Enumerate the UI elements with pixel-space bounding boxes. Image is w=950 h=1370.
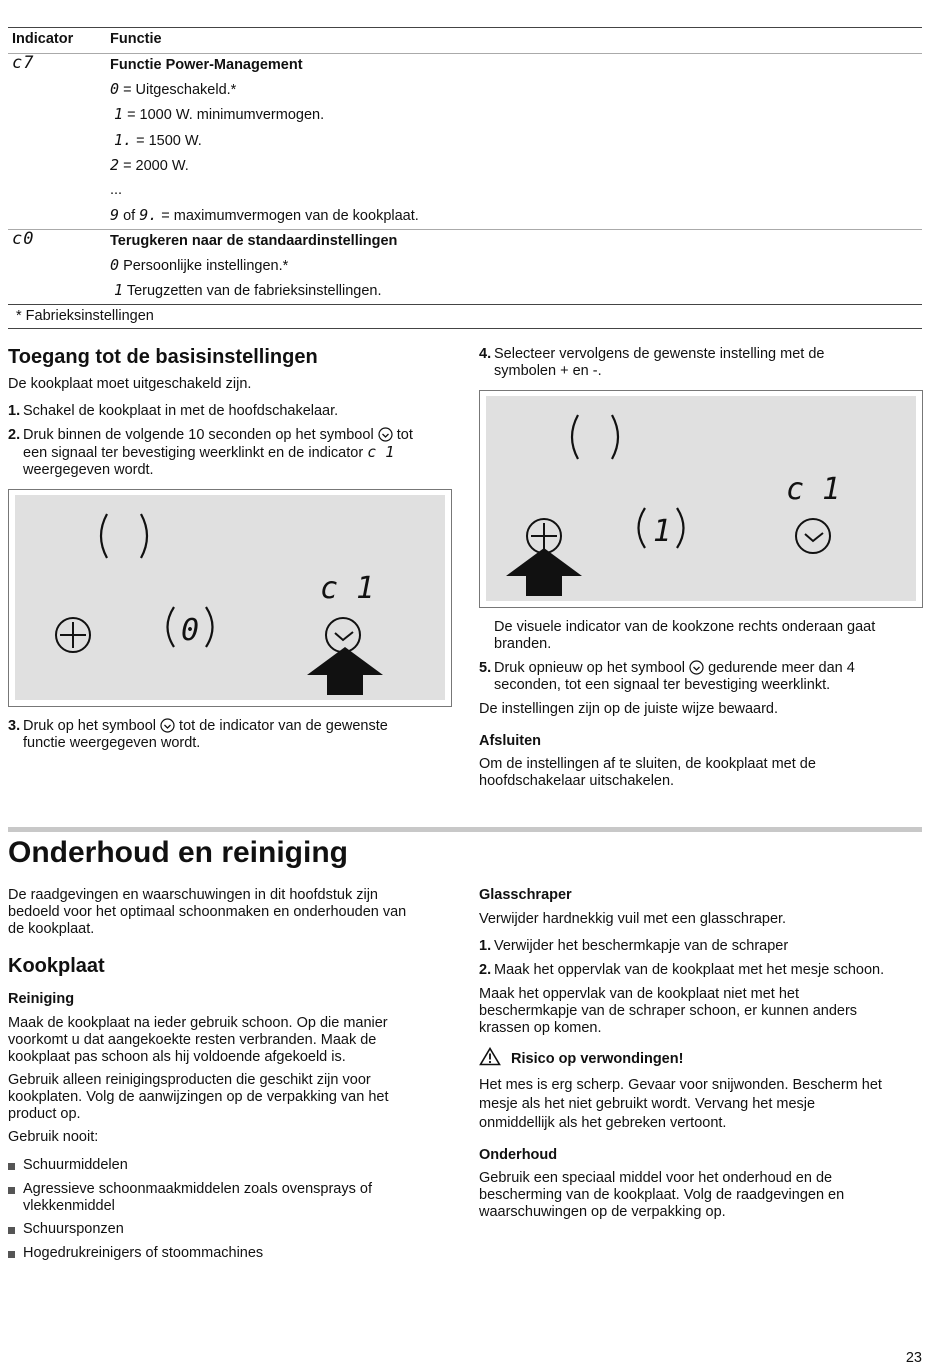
section-heading-basis: Toegang tot de basisinstellingen	[8, 346, 318, 368]
indicator-c0: c0	[12, 229, 35, 249]
section-heading-kookplaat: Kookplaat	[8, 955, 105, 977]
arrow-up-icon	[506, 548, 582, 596]
option-row	[114, 282, 382, 300]
indicator-code: c 1	[367, 443, 395, 461]
text-line: beschermkapje van de schraper schoon, er kunnen anders	[479, 1003, 858, 1019]
option-code: 0	[110, 256, 120, 274]
step-text: tot de indicator van de gewenste	[179, 718, 388, 734]
cooktop-panel-illustration	[479, 390, 923, 608]
step-number: 3.	[8, 718, 21, 734]
text-line: De raadgevingen en waarschuwingen in dit hoofdstuk zijn	[8, 887, 378, 903]
option-code-2: 9.	[139, 206, 158, 224]
warning-text	[479, 1076, 924, 1133]
indicator-code: c 1	[320, 571, 375, 606]
step-3	[8, 718, 388, 751]
option-row	[110, 81, 236, 99]
visual-indicator-note	[494, 619, 924, 653]
step-number: 5.	[479, 660, 492, 676]
bullet-icon	[8, 1163, 15, 1170]
step-number: 4.	[479, 346, 492, 362]
subheading-reiniging: Reiniging	[8, 991, 75, 1007]
step-text: Verwijder het beschermkapje van de schraper	[494, 938, 789, 954]
warning-heading-row	[479, 1047, 683, 1068]
warning-heading: Risico op verwondingen!	[511, 1051, 684, 1067]
text-line: kookplaat pas schoon als hij voldoende afgekoeld is.	[8, 1049, 346, 1065]
text-line: bedoeld voor het optimaal schoonmaken en onderhouden van	[8, 904, 407, 920]
text-line: voorkomt u dat aangekoekte resten verbranden. Maak de	[8, 1032, 377, 1048]
function-title-reset: Terugkeren naar de standaardinstellingen	[110, 233, 398, 249]
cooktop-panel-surface	[15, 495, 445, 700]
step-5	[479, 660, 855, 693]
glasschraper-step-2	[479, 962, 885, 979]
text-line: Maak de kookplaat na ieder gebruik schoon. Op die manier	[8, 1015, 388, 1031]
text-line: onmiddellijk als het gebreken vertoont.	[479, 1115, 727, 1131]
display-value: 1	[652, 514, 672, 549]
text-line: Om de instellingen af te sluiten, de kookplaat met de	[479, 756, 816, 772]
basis-intro: De kookplaat moet uitgeschakeld zijn.	[8, 376, 252, 392]
text-line: Gebruik alleen reinigingsproducten die geschikt zijn voor	[8, 1072, 371, 1088]
option-text: Terugzetten van de fabrieksinstellingen.	[126, 283, 382, 299]
step-text: Druk op het symbool	[23, 718, 156, 734]
bullet-icon	[8, 1251, 15, 1258]
cooktop-panel-illustration	[8, 489, 452, 707]
clock-icon	[378, 427, 393, 442]
table-bottom-rule	[8, 328, 922, 329]
text-line: hoofdschakelaar uitschakelen.	[479, 773, 675, 789]
page-title: Onderhoud en reiniging	[8, 836, 348, 869]
option-row	[110, 257, 288, 275]
text-line: krassen op komen.	[479, 1020, 602, 1036]
text-line: kookplaten. Volg de aanwijzingen op de verpakking van het	[8, 1089, 389, 1105]
glasschraper-note	[479, 986, 924, 1037]
clock-icon	[796, 519, 830, 553]
function-title-power-management: Functie Power-Management	[110, 57, 303, 73]
option-row	[114, 106, 324, 124]
note-line: De visuele indicator van de kookzone rechts onderaan gaat	[494, 619, 876, 635]
step-text: Schakel de kookplaat in met de hoofdschakelaar.	[23, 403, 339, 419]
reiniging-paragraph-2	[8, 1072, 458, 1123]
table-row-rule	[8, 229, 922, 230]
arrow-up-icon	[307, 647, 383, 695]
option-ellipsis: ...	[110, 182, 123, 198]
option-row	[110, 207, 419, 225]
display-value: 0	[180, 613, 200, 648]
list-item-text: Hogedrukreinigers of stoommachines	[23, 1245, 264, 1261]
plus-icon	[56, 618, 90, 652]
plus-icon	[527, 519, 561, 553]
indicator-c7: c7	[12, 53, 35, 73]
option-text: Persoonlijke instellingen.*	[123, 258, 289, 274]
clock-icon	[160, 718, 175, 733]
step-text: een signaal ter bevestiging weerklinkt en de indicator	[23, 445, 364, 461]
table-footnote: * Fabrieksinstellingen	[16, 308, 154, 324]
table-header-function: Functie	[110, 31, 162, 47]
step-number: 1.	[479, 938, 492, 954]
step-text: seconden, tot een signaal ter bevestiging weerklinkt.	[494, 677, 831, 693]
step-number: 1.	[8, 403, 21, 419]
option-text: = Uitgeschakeld.*	[123, 82, 237, 98]
maintenance-intro	[8, 887, 458, 938]
subheading-glasschraper: Glasschraper	[479, 887, 572, 903]
table-header-indicator: Indicator	[12, 31, 74, 47]
subheading-afsluiten: Afsluiten	[479, 733, 542, 749]
list-item-text: Agressieve schoonmaakmiddelen zoals ovensprays of vlekkenmiddel	[23, 1181, 372, 1214]
text-line: de kookplaat.	[8, 921, 95, 937]
option-code: 0	[110, 80, 120, 98]
list-item-text: Schuursponzen	[23, 1221, 124, 1237]
section-divider-bar	[8, 827, 922, 832]
option-text: = 1500 W.	[136, 133, 202, 149]
step-text: tot	[396, 427, 413, 443]
bullet-icon	[8, 1227, 15, 1234]
glasschraper-step-1	[479, 938, 789, 955]
table-footnote-rule	[8, 304, 922, 305]
bullet-icon	[8, 1187, 15, 1194]
option-code: 9	[110, 206, 120, 224]
step-text: Druk opnieuw op het symbool	[494, 660, 686, 676]
option-code: 1	[114, 281, 124, 299]
text-line: product op.	[8, 1106, 81, 1122]
text-line: Gebruik een speciaal middel voor het onderhoud en de	[479, 1170, 833, 1186]
text-line: mesje als het niet gebruikt wordt. Vervang het mesje	[479, 1096, 816, 1112]
step-1	[8, 403, 339, 420]
warning-triangle-icon	[479, 1047, 501, 1066]
step-text: weergegeven wordt.	[23, 462, 154, 478]
step-2	[8, 427, 413, 478]
step-number: 2.	[479, 962, 492, 978]
indicator-code: c 1	[786, 472, 841, 507]
option-text: = maximumvermogen van de kookplaat.	[161, 208, 419, 224]
step-4	[479, 346, 825, 379]
option-row	[114, 132, 202, 150]
reiniging-paragraph-1	[8, 1015, 458, 1066]
clock-icon	[689, 660, 704, 675]
afsluiten-text	[479, 756, 919, 790]
step-text: gedurende meer dan 4	[708, 660, 855, 676]
note-line: branden.	[494, 636, 552, 652]
option-code: 1.	[114, 131, 133, 149]
option-mid: of	[123, 208, 136, 224]
step-text: Druk binnen de volgende 10 seconden op het symbool	[23, 427, 374, 443]
table-header-rule	[8, 53, 922, 54]
text-line: Het mes is erg scherp. Gevaar voor snijwonden. Bescherm het	[479, 1077, 882, 1093]
step-text: symbolen + en -.	[494, 363, 602, 379]
cooktop-panel-surface	[486, 396, 916, 601]
onderhoud-text	[479, 1170, 924, 1221]
list-item-text: Schuurmiddelen	[23, 1157, 128, 1173]
option-text: = 1000 W. minimumvermogen.	[127, 107, 325, 123]
text-line: Maak het oppervlak van de kookplaat niet met het	[479, 986, 799, 1002]
subheading-onderhoud: Onderhoud	[479, 1147, 558, 1163]
step-text: Selecteer vervolgens de gewenste instelling met de	[494, 346, 825, 362]
cooktop-controls-drawing	[15, 495, 445, 700]
table-top-rule	[8, 27, 922, 28]
text-line: bescherming van de kookplaat. Volg de raadgevingen en	[479, 1187, 845, 1203]
step-text: Maak het oppervlak van de kookplaat met het mesje schoon.	[494, 962, 885, 978]
clock-icon	[326, 618, 360, 652]
glasschraper-intro: Verwijder hardnekkig vuil met een glasschraper.	[479, 911, 787, 927]
option-code: 2	[110, 156, 120, 174]
saved-note: De instellingen zijn op de juiste wijze bewaard.	[479, 701, 779, 717]
page-number: 23	[905, 1350, 922, 1366]
option-code: 1	[114, 105, 124, 123]
step-number: 2.	[8, 427, 21, 443]
cooktop-controls-drawing	[486, 396, 916, 601]
text-line: waarschuwingen op de verpakking op.	[479, 1204, 726, 1220]
never-use-label: Gebruik nooit:	[8, 1129, 99, 1145]
option-row	[110, 157, 189, 175]
step-text: functie weergegeven wordt.	[23, 735, 201, 751]
option-text: = 2000 W.	[123, 158, 189, 174]
